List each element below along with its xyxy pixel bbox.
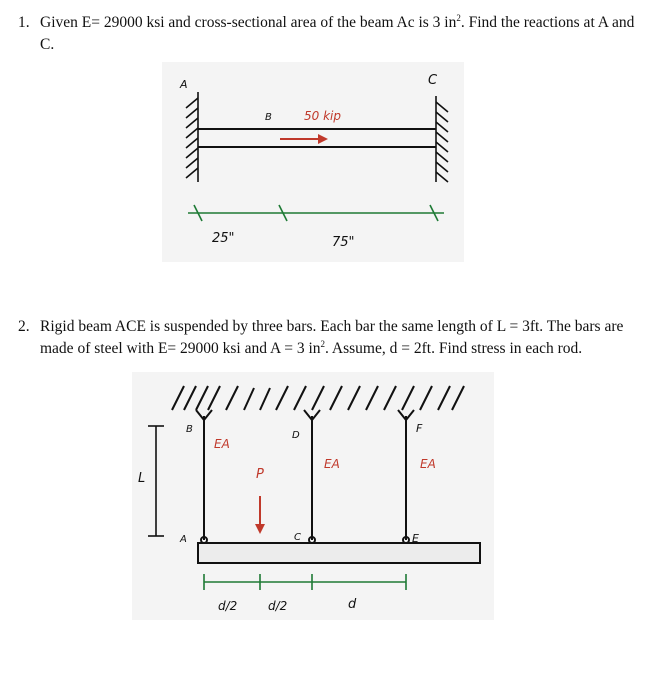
label-a: A: [180, 78, 188, 91]
label-c: C: [294, 532, 301, 543]
rigid-beam: [198, 543, 480, 563]
problem-1-text-b: . Find the reactions at A and C.: [40, 14, 635, 53]
dimension-75: 75": [332, 235, 355, 250]
figure-1-background: [162, 62, 464, 262]
problem-2-text: [40, 316, 648, 360]
dimension-d-half-1: d/2: [218, 599, 238, 613]
problem-2: [18, 316, 648, 360]
label-f: F: [416, 422, 423, 435]
load-label: 50 kip: [304, 109, 341, 123]
dimension-d: d: [348, 597, 357, 612]
problem-2-text-b: . Assume, d = 2ft. Find stress in each rod.: [325, 340, 583, 357]
problem-1-text-a: Given E= 29000 ksi and cross-sectional area of the beam Ac is 3 in: [40, 14, 457, 31]
label-b: B: [186, 424, 193, 435]
bar-3-ea-label: EA: [420, 457, 436, 471]
problem-2-number: 2.: [18, 318, 30, 335]
label-l: L: [138, 471, 146, 486]
dimension-d-half-2: d/2: [268, 599, 288, 613]
bar-1-ea-label: EA: [214, 437, 230, 451]
problem-1-superscript: 2: [456, 12, 461, 23]
bar-2-ea-label: EA: [324, 457, 340, 471]
problem-1-number: 1.: [18, 14, 30, 31]
label-c: C: [428, 73, 438, 88]
label-p: P: [256, 467, 264, 482]
label-e: E: [412, 532, 419, 545]
label-d: D: [292, 430, 300, 441]
label-b: B: [265, 112, 272, 123]
label-a: A: [180, 534, 187, 545]
problem-2-text-a: Rigid beam ACE is suspended by three bars. Each bar the same length of L = 3ft. The bars are made of steel with E= 29000 ksi and A = 3 in: [40, 318, 624, 357]
figure-1: [162, 62, 464, 262]
problem-1-text: [40, 12, 648, 56]
figure-2: [132, 372, 494, 620]
dimension-25: 25": [212, 231, 235, 246]
problem-1: [18, 12, 648, 56]
problem-2-superscript: 2: [320, 338, 326, 349]
